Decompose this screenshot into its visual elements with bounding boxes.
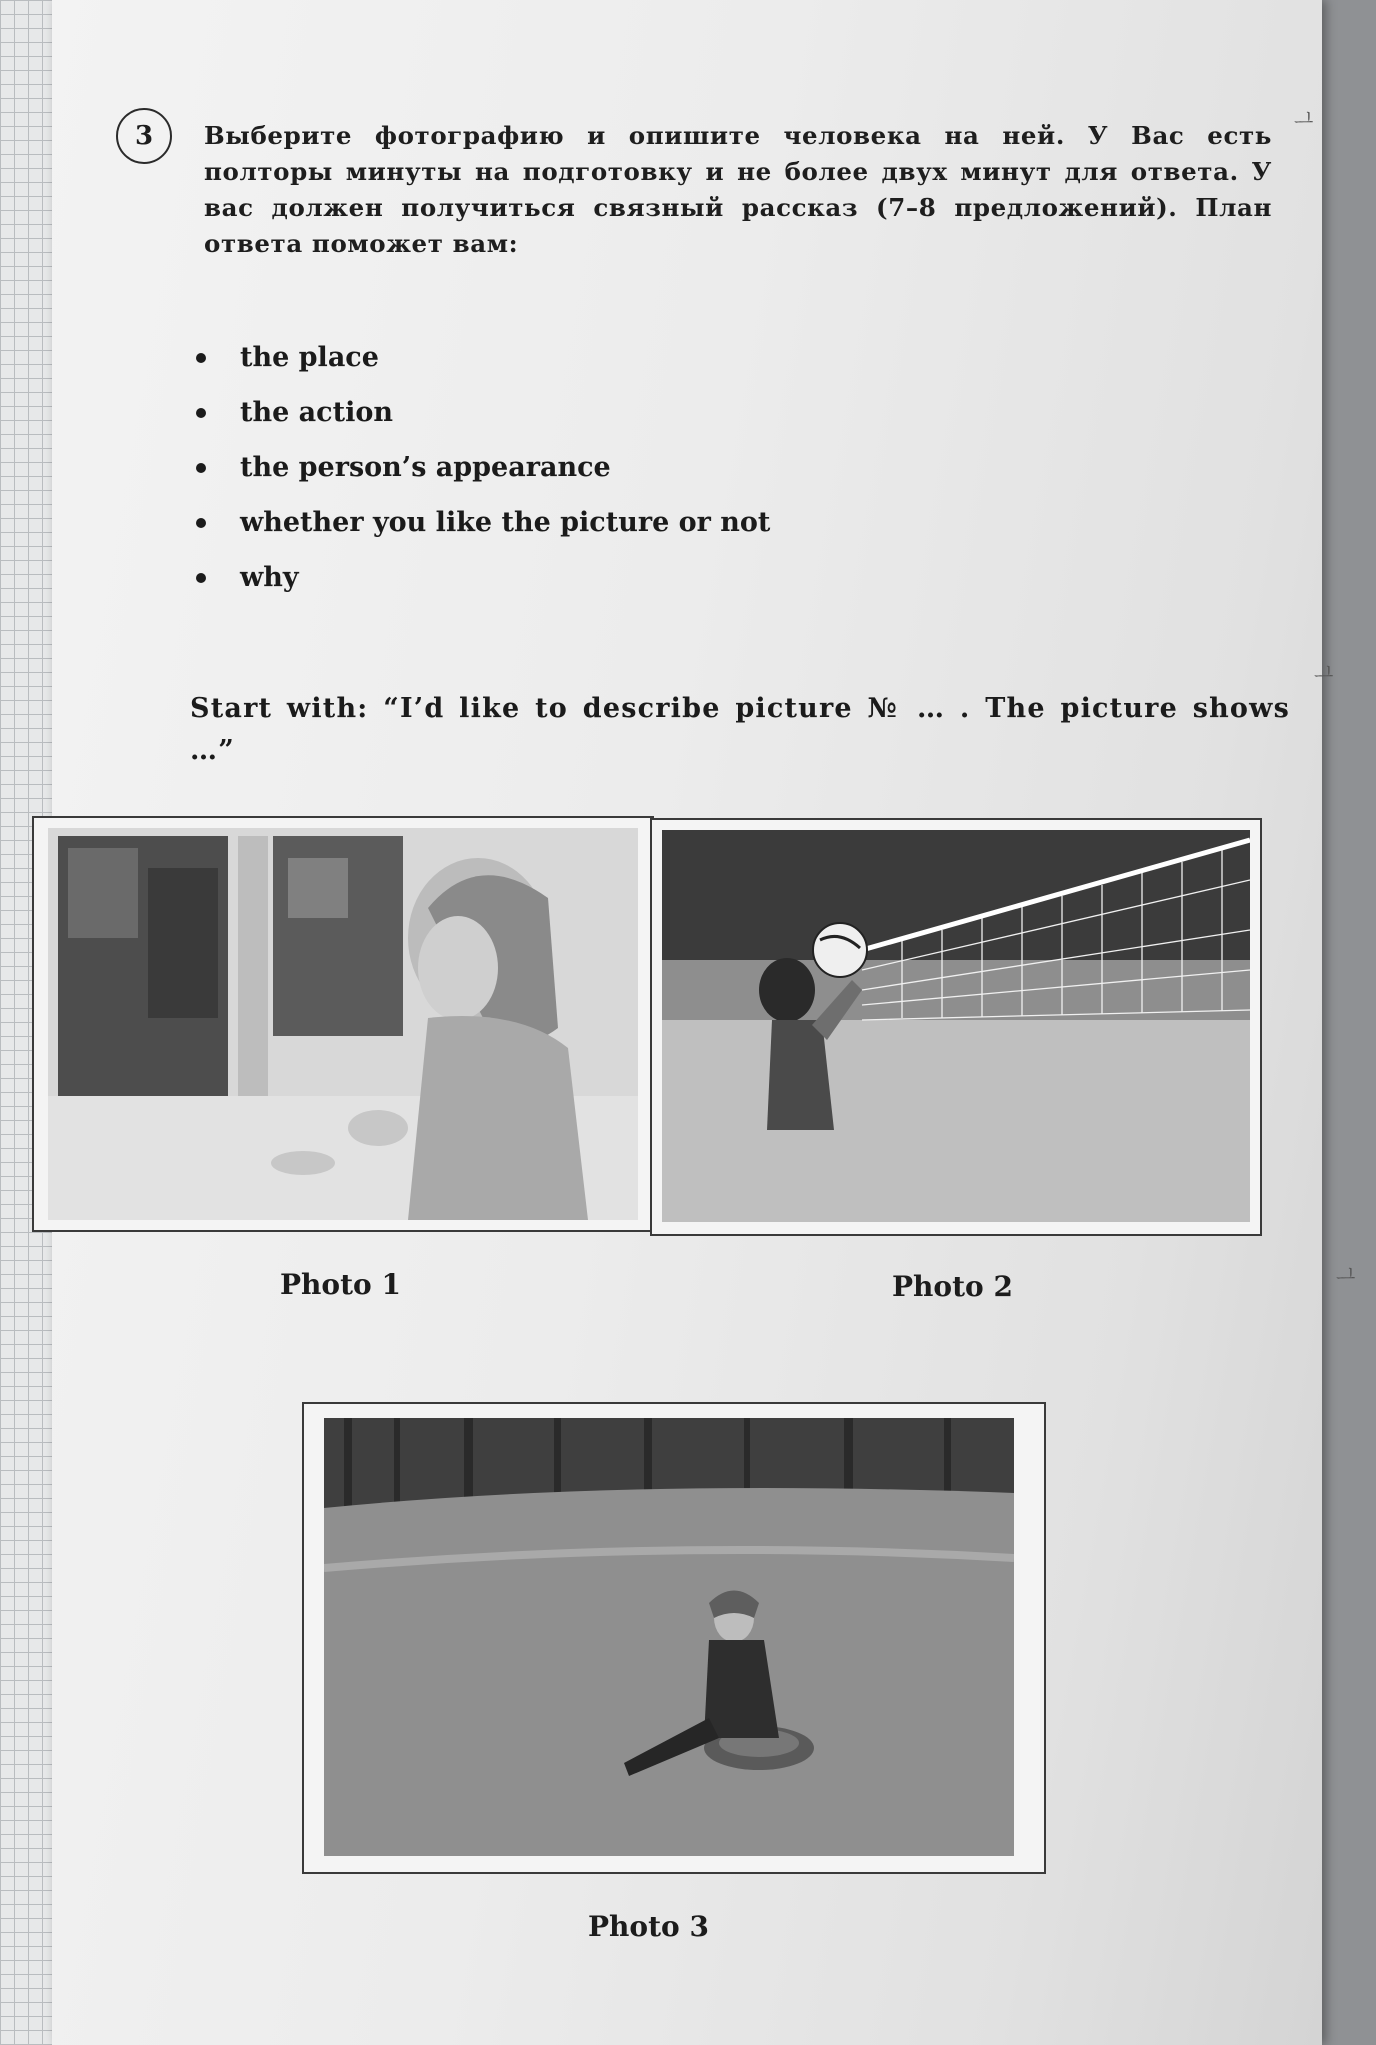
photo-3-frame bbox=[302, 1402, 1046, 1874]
photo-1-caption: Photo 1 bbox=[280, 1268, 401, 1301]
margin-mark: ᆜ bbox=[1336, 1266, 1356, 1290]
task-number: 3 bbox=[134, 121, 154, 151]
girl-at-window-photo bbox=[48, 828, 638, 1220]
photo-1-frame bbox=[32, 816, 654, 1232]
photo-2-caption: Photo 2 bbox=[892, 1270, 1013, 1303]
answer-plan-list bbox=[196, 330, 770, 605]
plan-item: the action bbox=[196, 385, 770, 440]
bullet-icon bbox=[196, 518, 206, 528]
bullet-icon bbox=[196, 353, 206, 363]
task-number-badge bbox=[116, 108, 172, 164]
photo-2-frame bbox=[650, 818, 1262, 1236]
bullet-icon bbox=[196, 573, 206, 583]
start-with-phrase: Start with: “I’d like to describe picture № … . The picture shows …” bbox=[190, 693, 1290, 766]
margin-mark: ᆜ bbox=[1314, 664, 1334, 688]
exam-page bbox=[52, 0, 1356, 2045]
plan-item: the person’s appearance bbox=[196, 440, 770, 495]
photo-3-caption: Photo 3 bbox=[588, 1910, 709, 1943]
bullet-icon bbox=[196, 408, 206, 418]
plan-item: the place bbox=[196, 330, 770, 385]
beach-volleyball-photo bbox=[662, 830, 1250, 1222]
snow-tubing-photo bbox=[324, 1418, 1014, 1856]
task-instructions: Выберите фотографию и опишите человека на ней. У Вас есть полторы минуты на подготовку и не более двух минут для ответа. У вас должен получиться связный рассказ (7–8 предложений). План ответа поможет вам: bbox=[204, 121, 1272, 258]
plan-item: whether you like the picture or not bbox=[196, 495, 770, 550]
plan-item: why bbox=[196, 550, 770, 605]
margin-mark: ᆜ bbox=[1294, 110, 1314, 134]
bullet-icon bbox=[196, 463, 206, 473]
